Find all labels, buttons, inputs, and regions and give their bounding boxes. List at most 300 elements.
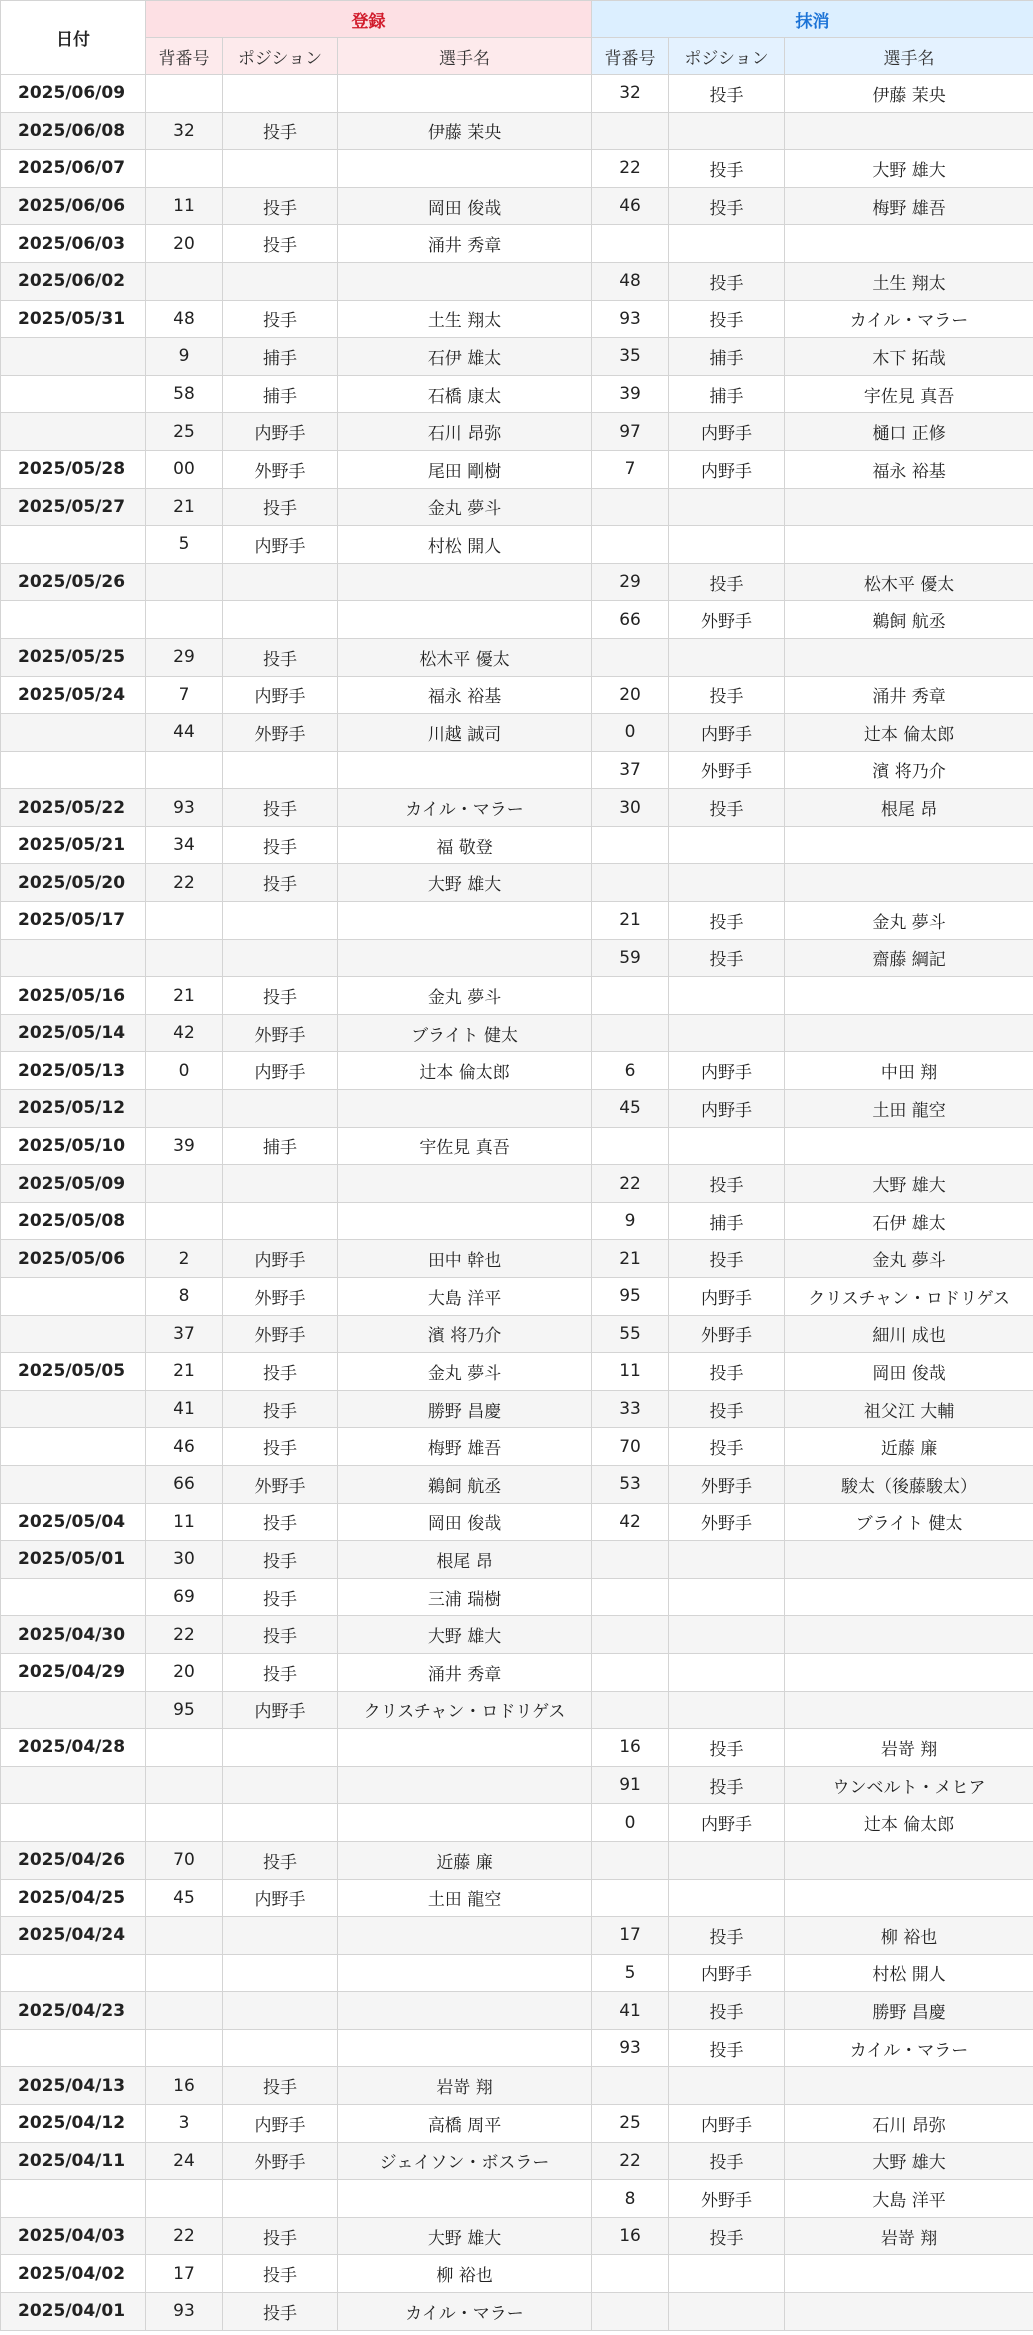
deregistration-player-cell: 近藤 廉 [785, 1428, 1033, 1466]
deregistration-position-cell: 外野手 [669, 1315, 785, 1353]
registration-player-cell: 川越 誠司 [338, 714, 592, 752]
deregistration-number-cell [592, 2293, 669, 2331]
deregistration-position-cell [669, 1691, 785, 1729]
deregistration-player-cell [785, 1541, 1033, 1579]
registration-player-cell: 石川 昂弥 [338, 413, 592, 451]
date-cell: 2025/04/30 [1, 1616, 146, 1654]
deregistration-number-cell [592, 225, 669, 263]
deregistration-player-cell [785, 526, 1033, 564]
registration-position-cell [223, 601, 338, 639]
deregistration-position-cell: 投手 [669, 789, 785, 827]
deregistration-player-cell: 梅野 雄吾 [785, 187, 1033, 225]
registration-player-cell [338, 1954, 592, 1992]
deregistration-position-cell [669, 1014, 785, 1052]
registration-position-cell [223, 262, 338, 300]
deregistration-number-cell: 17 [592, 1917, 669, 1955]
table-row [1, 1090, 1033, 1128]
table-row [1, 2105, 1033, 2143]
registration-position-cell [223, 1766, 338, 1804]
registration-number-cell: 22 [146, 1616, 223, 1654]
deregistration-player-cell: 宇佐見 真吾 [785, 375, 1033, 413]
registration-position-cell: 捕手 [223, 375, 338, 413]
deregistration-number-cell: 93 [592, 2029, 669, 2067]
registration-position-cell: 外野手 [223, 2142, 338, 2180]
table-row [1, 1541, 1033, 1579]
date-cell: 2025/04/24 [1, 1917, 146, 1955]
registration-player-cell [338, 1729, 592, 1767]
registration-player-cell: 涌井 秀章 [338, 225, 592, 263]
deregistration-number-cell: 8 [592, 2180, 669, 2218]
registration-number-cell: 69 [146, 1578, 223, 1616]
registration-player-cell: ジェイソン・ボスラー [338, 2142, 592, 2180]
registration-number-cell: 2 [146, 1240, 223, 1278]
deregistration-position-cell: 外野手 [669, 1503, 785, 1541]
registration-number-cell: 21 [146, 488, 223, 526]
date-cell: 2025/05/14 [1, 1014, 146, 1052]
registration-position-cell [223, 1954, 338, 1992]
deregistration-position-cell: 投手 [669, 187, 785, 225]
deregistration-player-cell: 樋口 正修 [785, 413, 1033, 451]
registration-player-cell: 根尾 昂 [338, 1541, 592, 1579]
table-row [1, 1653, 1033, 1691]
deregistration-position-cell: 投手 [669, 563, 785, 601]
registration-number-cell [146, 1954, 223, 1992]
registration-player-cell [338, 262, 592, 300]
registration-position-cell: 内野手 [223, 413, 338, 451]
registration-player-cell: 勝野 昌慶 [338, 1390, 592, 1428]
deregistration-position-cell: 内野手 [669, 1278, 785, 1316]
date-cell: 2025/04/26 [1, 1841, 146, 1879]
deregistration-position-cell: 投手 [669, 2217, 785, 2255]
deregistration-player-cell: 駿太（後藤駿太） [785, 1465, 1033, 1503]
deregistration-player-cell: 大野 雄大 [785, 1165, 1033, 1203]
deregistration-number-cell: 7 [592, 450, 669, 488]
date-cell [1, 2180, 146, 2218]
deregistration-player-cell: ブライト 健太 [785, 1503, 1033, 1541]
deregistration-number-cell: 41 [592, 1992, 669, 2030]
date-cell: 2025/05/25 [1, 638, 146, 676]
registration-player-cell: 福永 裕基 [338, 676, 592, 714]
date-cell: 2025/05/13 [1, 1052, 146, 1090]
date-cell [1, 714, 146, 752]
table-row [1, 2217, 1033, 2255]
registration-number-cell: 45 [146, 1879, 223, 1917]
deregistration-position-cell: 投手 [669, 1766, 785, 1804]
date-cell [1, 526, 146, 564]
deregistration-number-cell: 9 [592, 1202, 669, 1240]
deregistration-number-cell: 29 [592, 563, 669, 601]
deregistration-position-cell [669, 112, 785, 150]
table-row [1, 1691, 1033, 1729]
registration-position-cell [223, 75, 338, 113]
table-row [1, 676, 1033, 714]
deregistration-position-cell [669, 977, 785, 1015]
registration-number-cell: 93 [146, 2293, 223, 2331]
date-cell: 2025/05/01 [1, 1541, 146, 1579]
deregistration-number-cell: 66 [592, 601, 669, 639]
registration-number-cell: 11 [146, 1503, 223, 1541]
registration-position-cell [223, 902, 338, 940]
deregistration-position-cell: 投手 [669, 75, 785, 113]
registration-player-cell: 高橋 周平 [338, 2105, 592, 2143]
table-row [1, 1052, 1033, 1090]
registration-number-cell: 0 [146, 1052, 223, 1090]
deregistration-number-cell: 0 [592, 714, 669, 752]
registration-player-cell: 岡田 俊哉 [338, 187, 592, 225]
table-row [1, 601, 1033, 639]
deregistration-position-cell [669, 826, 785, 864]
deregistration-player-cell: 濱 将乃介 [785, 751, 1033, 789]
deregistration-position-cell: 内野手 [669, 1804, 785, 1842]
deregistration-number-cell: 0 [592, 1804, 669, 1842]
registration-number-cell: 8 [146, 1278, 223, 1316]
deregistration-player-cell: 土田 龍空 [785, 1090, 1033, 1128]
registration-position-cell: 投手 [223, 864, 338, 902]
registration-player-cell [338, 1917, 592, 1955]
deregistration-player-header: 選手名 [785, 38, 1033, 75]
registration-player-cell: 濱 将乃介 [338, 1315, 592, 1353]
deregistration-player-cell [785, 1014, 1033, 1052]
deregistration-position-cell [669, 2293, 785, 2331]
deregistration-number-cell: 46 [592, 187, 669, 225]
registration-number-cell [146, 2180, 223, 2218]
registration-position-cell: 内野手 [223, 1240, 338, 1278]
registration-position-cell: 内野手 [223, 1691, 338, 1729]
table-row [1, 1841, 1033, 1879]
deregistration-position-cell [669, 2067, 785, 2105]
deregistration-position-cell: 外野手 [669, 1465, 785, 1503]
deregistration-position-cell: 投手 [669, 1917, 785, 1955]
registration-number-cell: 22 [146, 864, 223, 902]
registration-number-cell [146, 751, 223, 789]
registration-position-cell: 投手 [223, 2217, 338, 2255]
table-row [1, 262, 1033, 300]
deregistration-position-cell [669, 2255, 785, 2293]
registration-player-cell: 松木平 優太 [338, 638, 592, 676]
registration-player-cell: 岡田 俊哉 [338, 1503, 592, 1541]
registration-number-cell: 17 [146, 2255, 223, 2293]
registration-player-cell: 石橋 康太 [338, 375, 592, 413]
registration-position-cell: 投手 [223, 2255, 338, 2293]
deregistration-player-cell [785, 112, 1033, 150]
deregistration-number-cell [592, 526, 669, 564]
deregistration-position-cell: 投手 [669, 262, 785, 300]
registration-number-cell: 29 [146, 638, 223, 676]
registration-player-cell [338, 1992, 592, 2030]
deregistration-number-cell: 22 [592, 150, 669, 188]
table-row [1, 1766, 1033, 1804]
table-row [1, 1729, 1033, 1767]
date-cell: 2025/06/06 [1, 187, 146, 225]
registration-player-cell: クリスチャン・ロドリゲス [338, 1691, 592, 1729]
table-row [1, 300, 1033, 338]
registration-position-cell: 外野手 [223, 1315, 338, 1353]
date-cell [1, 1315, 146, 1353]
registration-position-cell: 投手 [223, 789, 338, 827]
deregistration-position-cell: 捕手 [669, 338, 785, 376]
deregistration-position-cell: 投手 [669, 2142, 785, 2180]
deregistration-player-cell [785, 864, 1033, 902]
deregistration-player-cell: 石伊 雄太 [785, 1202, 1033, 1240]
table-row [1, 2067, 1033, 2105]
deregistration-number-cell: 21 [592, 902, 669, 940]
registration-number-cell: 24 [146, 2142, 223, 2180]
registration-number-cell: 37 [146, 1315, 223, 1353]
deregistration-player-cell: 大島 洋平 [785, 2180, 1033, 2218]
table-row [1, 638, 1033, 676]
deregistration-number-cell: 91 [592, 1766, 669, 1804]
deregistration-number-cell: 6 [592, 1052, 669, 1090]
registration-position-cell: 投手 [223, 300, 338, 338]
date-cell: 2025/05/12 [1, 1090, 146, 1128]
deregistration-number-cell: 39 [592, 375, 669, 413]
date-cell [1, 601, 146, 639]
registration-number-cell: 41 [146, 1390, 223, 1428]
registration-number-cell [146, 150, 223, 188]
date-cell [1, 1954, 146, 1992]
deregistration-player-cell [785, 225, 1033, 263]
registration-position-cell [223, 1202, 338, 1240]
table-row [1, 1578, 1033, 1616]
deregistration-number-cell: 11 [592, 1353, 669, 1391]
registration-number-cell: 42 [146, 1014, 223, 1052]
table-row [1, 75, 1033, 113]
date-cell: 2025/04/29 [1, 1653, 146, 1691]
deregistration-number-cell [592, 2255, 669, 2293]
registration-player-cell: ブライト 健太 [338, 1014, 592, 1052]
registration-position-cell [223, 563, 338, 601]
deregistration-number-cell [592, 638, 669, 676]
table-row [1, 2180, 1033, 2218]
deregistration-position-cell: 内野手 [669, 714, 785, 752]
deregistration-number-cell: 16 [592, 2217, 669, 2255]
registration-number-cell: 00 [146, 450, 223, 488]
deregistration-position-cell: 投手 [669, 1390, 785, 1428]
registration-number-cell: 48 [146, 300, 223, 338]
registration-number-cell: 20 [146, 1653, 223, 1691]
registration-position-cell: 投手 [223, 1353, 338, 1391]
deregistration-player-cell: 岡田 俊哉 [785, 1353, 1033, 1391]
deregistration-player-cell: 村松 開人 [785, 1954, 1033, 1992]
registration-number-cell: 95 [146, 1691, 223, 1729]
registration-position-cell [223, 1917, 338, 1955]
registration-player-cell [338, 75, 592, 113]
table-row [1, 1616, 1033, 1654]
registration-player-cell [338, 150, 592, 188]
deregistration-player-cell [785, 1841, 1033, 1879]
registration-player-cell: 岩嵜 翔 [338, 2067, 592, 2105]
date-cell [1, 1578, 146, 1616]
date-cell: 2025/05/16 [1, 977, 146, 1015]
registration-position-cell: 内野手 [223, 526, 338, 564]
deregistration-position-header: ポジション [669, 38, 785, 75]
registration-number-cell: 70 [146, 1841, 223, 1879]
table-row [1, 1992, 1033, 2030]
deregistration-number-cell [592, 1616, 669, 1654]
date-column-header: 日付 [1, 1, 146, 75]
deregistration-position-cell [669, 1127, 785, 1165]
deregistration-player-cell: 福永 裕基 [785, 450, 1033, 488]
table-row [1, 1240, 1033, 1278]
registration-number-cell: 44 [146, 714, 223, 752]
deregistration-position-cell: 内野手 [669, 1052, 785, 1090]
deregistration-player-cell: 金丸 夢斗 [785, 902, 1033, 940]
deregistration-number-cell: 22 [592, 2142, 669, 2180]
registration-position-cell: 投手 [223, 187, 338, 225]
table-row [1, 526, 1033, 564]
registration-player-cell [338, 563, 592, 601]
registration-player-cell: 近藤 廉 [338, 1841, 592, 1879]
table-row [1, 1390, 1033, 1428]
table-row [1, 375, 1033, 413]
registration-number-cell: 11 [146, 187, 223, 225]
deregistration-player-cell: 涌井 秀章 [785, 676, 1033, 714]
table-row [1, 2255, 1033, 2293]
deregistration-number-cell: 70 [592, 1428, 669, 1466]
date-cell: 2025/04/25 [1, 1879, 146, 1917]
deregistration-number-cell [592, 1653, 669, 1691]
deregistration-position-cell: 投手 [669, 902, 785, 940]
registration-position-cell [223, 1992, 338, 2030]
deregistration-number-cell [592, 864, 669, 902]
deregistration-position-cell [669, 1653, 785, 1691]
registration-position-cell: 投手 [223, 1841, 338, 1879]
registration-position-cell: 内野手 [223, 676, 338, 714]
deregistration-number-cell: 21 [592, 1240, 669, 1278]
deregistration-number-cell [592, 1014, 669, 1052]
registration-position-cell: 投手 [223, 826, 338, 864]
registration-number-cell [146, 1729, 223, 1767]
registration-player-cell: 大島 洋平 [338, 1278, 592, 1316]
date-cell [1, 1278, 146, 1316]
deregistration-number-cell [592, 112, 669, 150]
date-cell: 2025/04/28 [1, 1729, 146, 1767]
table-row [1, 1428, 1033, 1466]
registration-position-cell: 外野手 [223, 450, 338, 488]
table-row [1, 1465, 1033, 1503]
deregistration-player-cell: 岩嵜 翔 [785, 2217, 1033, 2255]
deregistration-player-cell [785, 1879, 1033, 1917]
registration-player-cell: 大野 雄大 [338, 2217, 592, 2255]
registration-position-cell: 投手 [223, 488, 338, 526]
deregistration-player-cell [785, 2293, 1033, 2331]
registration-position-cell: 投手 [223, 1653, 338, 1691]
deregistration-player-cell [785, 1127, 1033, 1165]
deregistration-position-cell [669, 526, 785, 564]
date-cell [1, 413, 146, 451]
deregistration-player-cell [785, 826, 1033, 864]
deregistration-number-cell: 25 [592, 2105, 669, 2143]
deregistration-player-cell: 岩嵜 翔 [785, 1729, 1033, 1767]
registration-player-cell: 田中 幹也 [338, 1240, 592, 1278]
registration-position-cell [223, 1804, 338, 1842]
table-row [1, 826, 1033, 864]
deregistration-position-cell: 投手 [669, 1240, 785, 1278]
registration-player-cell: 石伊 雄太 [338, 338, 592, 376]
registration-position-cell: 投手 [223, 112, 338, 150]
registration-position-cell: 内野手 [223, 2105, 338, 2143]
registration-player-cell: 伊藤 茉央 [338, 112, 592, 150]
registration-number-cell: 30 [146, 1541, 223, 1579]
registration-position-cell: 外野手 [223, 1465, 338, 1503]
deregistration-number-cell [592, 1879, 669, 1917]
registration-position-cell: 投手 [223, 638, 338, 676]
registration-number-cell: 7 [146, 676, 223, 714]
table-row [1, 939, 1033, 977]
deregistration-number-cell [592, 826, 669, 864]
date-cell: 2025/05/21 [1, 826, 146, 864]
deregistration-position-cell: 内野手 [669, 450, 785, 488]
date-cell [1, 939, 146, 977]
table-row [1, 1503, 1033, 1541]
registration-number-cell [146, 601, 223, 639]
registration-player-cell: 梅野 雄吾 [338, 1428, 592, 1466]
deregistration-player-cell [785, 638, 1033, 676]
registration-number-cell [146, 1090, 223, 1128]
registration-player-cell: カイル・マラー [338, 2293, 592, 2331]
deregistration-position-cell [669, 225, 785, 263]
deregistration-player-cell: 細川 成也 [785, 1315, 1033, 1353]
registration-position-cell: 外野手 [223, 1278, 338, 1316]
deregistration-position-cell: 投手 [669, 1992, 785, 2030]
registration-position-cell [223, 1165, 338, 1203]
table-row [1, 1014, 1033, 1052]
registration-player-cell: 鵜飼 航丞 [338, 1465, 592, 1503]
deregistration-number-cell [592, 2067, 669, 2105]
registration-position-cell: 投手 [223, 2067, 338, 2105]
registration-player-cell [338, 1090, 592, 1128]
deregistration-position-cell: 投手 [669, 150, 785, 188]
deregistration-position-cell: 内野手 [669, 413, 785, 451]
deregistration-player-cell: 根尾 昂 [785, 789, 1033, 827]
registration-position-cell: 内野手 [223, 1879, 338, 1917]
registration-position-cell: 捕手 [223, 1127, 338, 1165]
registration-number-cell [146, 563, 223, 601]
deregistration-player-cell [785, 2255, 1033, 2293]
deregistration-position-cell: 内野手 [669, 2105, 785, 2143]
deregistration-player-cell [785, 488, 1033, 526]
date-cell: 2025/05/04 [1, 1503, 146, 1541]
table-row [1, 1917, 1033, 1955]
date-cell: 2025/06/07 [1, 150, 146, 188]
deregistration-player-cell: 大野 雄大 [785, 2142, 1033, 2180]
registration-number-cell: 21 [146, 1353, 223, 1391]
date-cell: 2025/05/10 [1, 1127, 146, 1165]
deregistration-number-cell [592, 1841, 669, 1879]
deregistration-player-cell [785, 2067, 1033, 2105]
date-cell [1, 751, 146, 789]
registration-position-cell: 投手 [223, 2293, 338, 2331]
deregistration-player-cell: 大野 雄大 [785, 150, 1033, 188]
registration-number-cell [146, 1766, 223, 1804]
registration-player-cell: 宇佐見 真吾 [338, 1127, 592, 1165]
registration-player-cell [338, 939, 592, 977]
deregistration-number-cell [592, 977, 669, 1015]
date-cell: 2025/05/05 [1, 1353, 146, 1391]
registration-player-cell: 柳 裕也 [338, 2255, 592, 2293]
registration-number-cell [146, 902, 223, 940]
deregistration-position-cell: 投手 [669, 939, 785, 977]
deregistration-number-cell: 59 [592, 939, 669, 977]
registration-position-cell: 投手 [223, 225, 338, 263]
deregistration-position-cell [669, 1841, 785, 1879]
deregistration-number-cell: 35 [592, 338, 669, 376]
registration-position-cell: 投手 [223, 1390, 338, 1428]
registration-position-cell [223, 1090, 338, 1128]
deregistration-position-cell [669, 1578, 785, 1616]
registration-number-cell [146, 75, 223, 113]
deregistration-position-cell: 投手 [669, 300, 785, 338]
